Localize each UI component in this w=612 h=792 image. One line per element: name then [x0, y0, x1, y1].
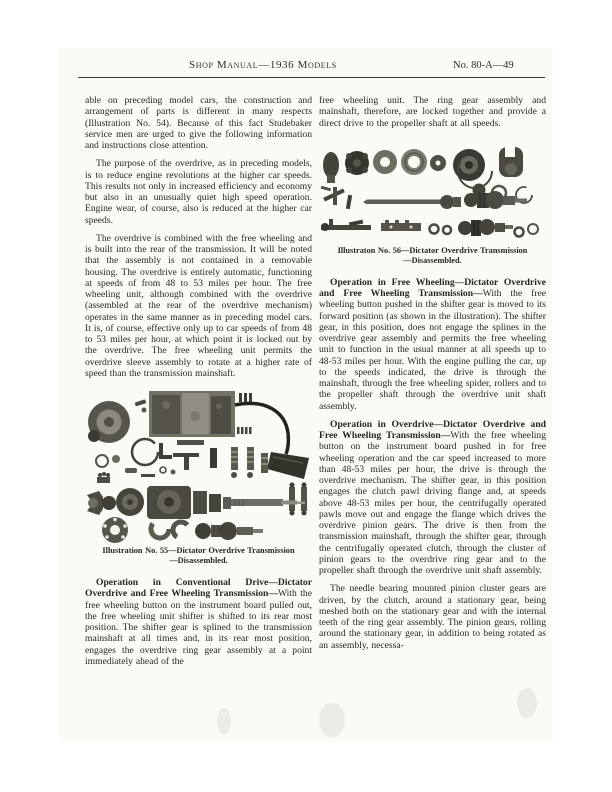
section-free-wheeling: [319, 277, 546, 412]
running-head: [59, 48, 553, 78]
page-number: No. 80-A—49: [453, 60, 514, 71]
section-text: With the free wheeling button pushed in the shifter gear is moved to its forward position (as shown in the illustration). The shifter gear, in this position, does not engage the splines in the overdrive gear assembly and permits the free wheeling unit to function in the usual manner at all speeds up to 48-53 miles per hour. With the engine pulling the car, up to the speeds indicated, the drive is through the mainshaft, through the free wheeling spider, rollers and to the propeller shaft through the overdrive unit shaft assembly.: [319, 288, 546, 412]
gear-case-photo: [149, 391, 235, 437]
bottom-parts-row: [102, 517, 263, 543]
paragraph-purpose: The purpose of the overdrive, as in preceding models, is to reduce engine revolutions at the higher car speeds. This results not only in increased efficiency and economy but also in an unusually quiet high speed operation. Engine wear, of course, also is reduced at the higher car speeds.: [85, 158, 312, 226]
header-rule: [78, 77, 545, 78]
section-conventional-drive: [85, 577, 312, 667]
paragraph-overdrive-combined: The overdrive is combined with the free wheeling and is built into the rear of the transmission. It will be noted that the assembly is not contained in a removable housing. The overdrive is entirely automatic, functioning at speeds of from 48 to 53 miles per hour. The free wheeling unit, although combined with the overdrive (assembled at the rear of the overdrive mechanism) operates in the same manner as in preceding model cars. It is, of course, effective only up to car speeds of from 48 to 53 miles per hour, at which point it is locked out by the overdrive. The free wheeling unit permits the overdrive sleeve assembly to rotate at a higher rate of speed than the transmission mainshaft.: [85, 232, 312, 379]
caption-line: Illustration No. 55—Dictator Overdrive Transmission: [102, 546, 295, 555]
bottom-row-parts: [321, 219, 538, 237]
small-top-parts: [135, 399, 147, 412]
illustration-55-photo: [85, 391, 312, 543]
paper-smudge: [517, 688, 537, 718]
caption-line: —Disassembled.: [403, 255, 462, 265]
illustration-55-image: [85, 391, 311, 543]
right-column: [319, 95, 546, 658]
illustration-56-image: [319, 143, 545, 243]
illustration-56-caption: [319, 246, 546, 266]
section-heading: Operation in Overdrive—Dictator Overdrive and Free Wheeling Transmission—: [319, 418, 546, 441]
section-heading: Operation in Conventional Drive—Dictator Overdrive and Free Wheeling Transmission—: [85, 577, 312, 600]
left-column: [85, 95, 312, 674]
clutch-housing: [88, 401, 130, 443]
manual-page: [59, 48, 553, 742]
illustration-56-photo: [319, 143, 546, 243]
section-overdrive: [319, 419, 546, 577]
mainshaft-assembly: [87, 486, 305, 519]
paper-smudge: [217, 708, 231, 734]
section-heading: Operation in Free Wheeling—Dictator Overdrive and Free Wheeling Transmission—: [319, 276, 546, 299]
control-cable: [235, 403, 309, 479]
shifter-rail-parts: [237, 393, 252, 434]
snap-rings-and-washers: [96, 439, 176, 483]
middle-row-shafts: [321, 185, 527, 209]
paragraph-needle-bearing: The needle bearing mounted pinion cluster gears are driven, by the clutch, around a stationary gear, being meshed both on the stationary gear and with the internal teeth of the ring gear assembly. The pinion gears, rolling around the stationary gear, in addition to being rotated as an assembly, necessa-: [319, 583, 546, 651]
paper-smudge: [319, 703, 345, 737]
levers-and-brackets: [159, 440, 217, 470]
caption-line: Illustraton No. 56—Dictator Overdrive Transmission: [337, 245, 528, 255]
paragraph-freewheel-continuation: free wheeling unit. The ring gear assembly and mainshaft, therefore, are locked together and provide a direct drive to the propeller shaft at all speeds.: [319, 95, 546, 129]
section-text: With the free wheeling button on the instrument board pulled out, the free wheeling unit shifter is shifted to its rear most position. The shifter gear is splined to the transmission mainshaft at all times and, in its rear most position, engages the overdrive ring gear assembly at a point immediately ahead of the: [85, 588, 312, 667]
section-text: With the free wheeling button on the instrument board pushed in for free wheeling operation and the car speed increased to more than 48-53 miles per hour, the drive is through the overdrive mechanism. The shifter gear, in this position engages the clutch pawl driving flange and, at speeds above 48-53 miles per hour, the centrifugally operated pawls move out and engage the flange which drives the overdrive pinion gears. The drive is then from the transmission mainshaft, through the shifter gear, through the centrifugally operated clutch, through the cluster of pinion gears to the overdrive ring gear and to the propeller shaft through the overdrive unit shaft assembly.: [319, 430, 546, 576]
manual-title: Shop Manual—1936 Models: [189, 59, 337, 71]
top-row-gears: [323, 147, 523, 188]
illustration-55-caption: [85, 546, 312, 566]
caption-line: —Disassembled.: [169, 556, 228, 565]
paragraph-construction: able on preceding model cars, the construction and arrangement of parts is different in many respects (Illustration No. 54). Because of this fact Studebaker service men are urged to give the following information and instructions close attention.: [85, 95, 312, 151]
